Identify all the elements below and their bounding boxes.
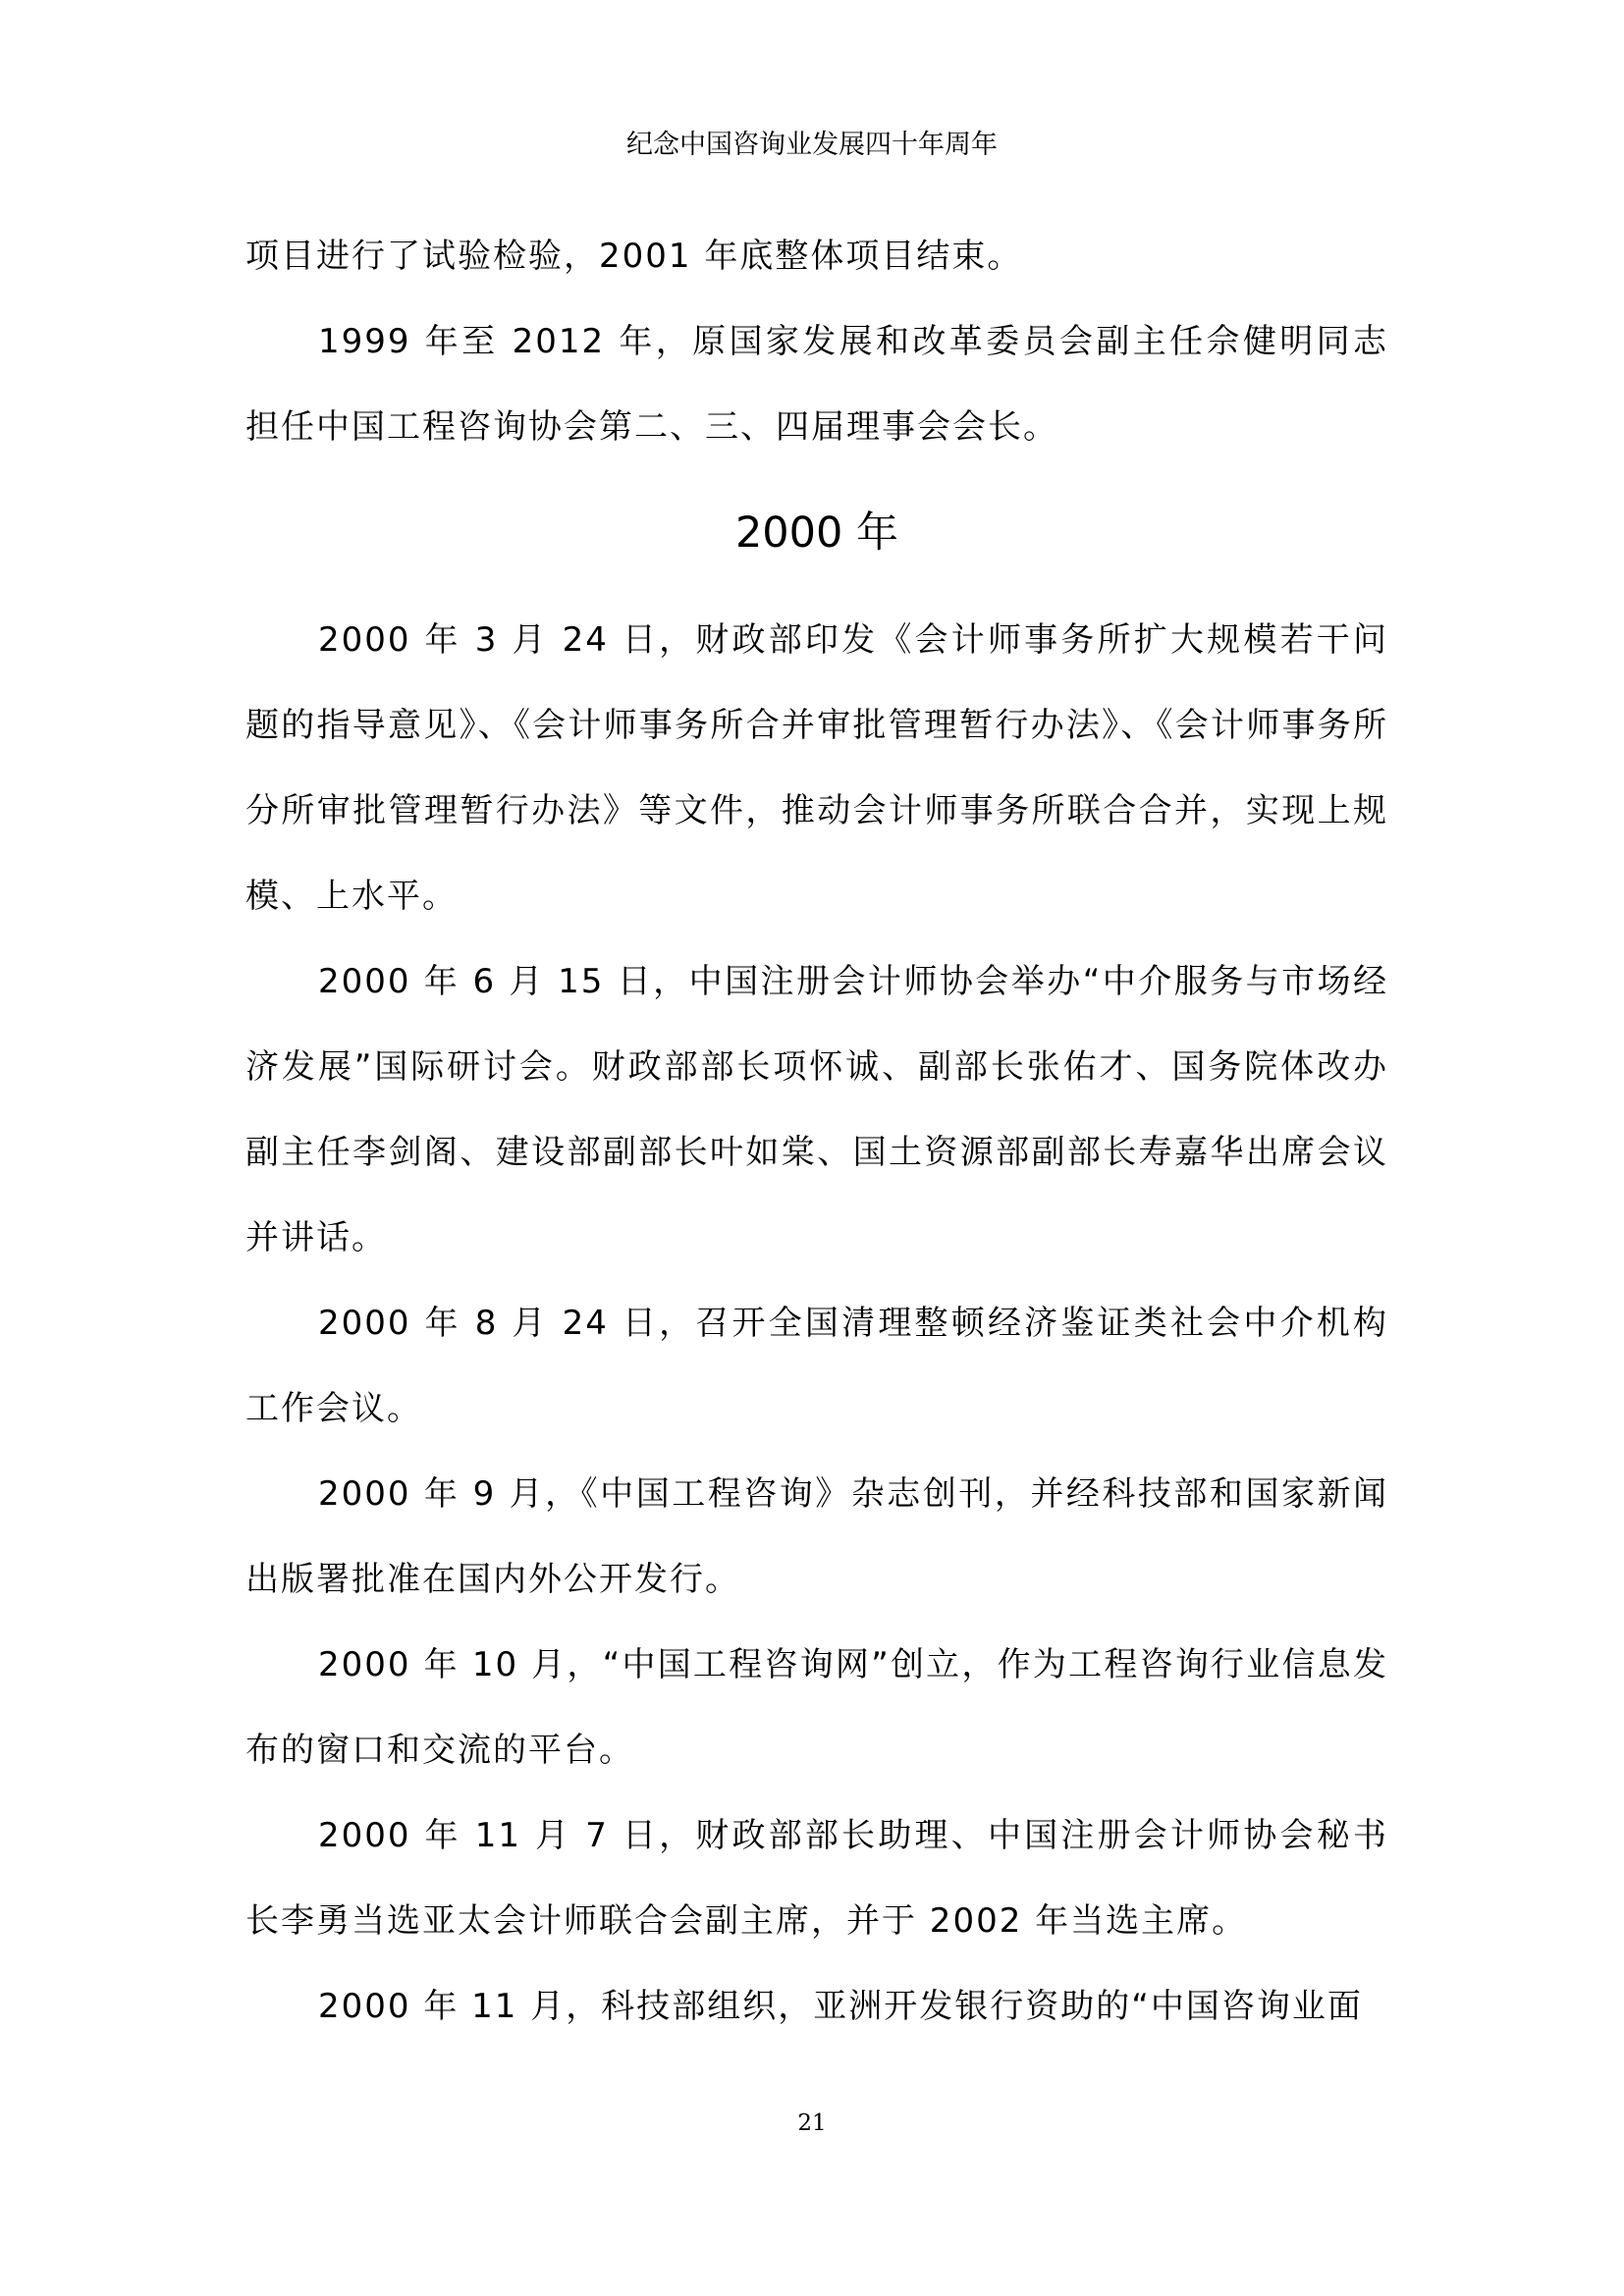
paragraph-entry: 2000 年 11 月 7 日，财政部部长助理、中国注册会计师协会秘书长李勇当选亚太会计师联合会副主席，并于 2002 年当选主席。: [245, 1816, 1388, 1941]
continuation-paragraph: 项目进行了试验检验，2001 年底整体项目结束。: [245, 237, 1023, 276]
paragraph-chairman: 1999 年至 2012 年，原国家发展和改革委员会副主任佘健明同志担任中国工程咨询协会第二、三、四届理事会会长。: [245, 322, 1388, 447]
paragraph-entry: 2000 年 11 月，科技部组织，亚洲开发银行资助的“中国咨询业面: [318, 1987, 1363, 2026]
page-number: 21: [797, 2110, 827, 2136]
paragraph-entry: 2000 年 10 月，“中国工程咨询网”创立，作为工程咨询行业信息发布的窗口和交流的平台。: [245, 1645, 1388, 1770]
paragraph-entry: 2000 年 9 月，《中国工程咨询》杂志创刊，并经科技部和国家新闻出版署批准在国内外公开发行。: [245, 1474, 1388, 1599]
running-header: 纪念中国咨询业发展四十年周年: [626, 130, 998, 160]
page-body: [245, 214, 1388, 2050]
paragraph-entry: 2000 年 3 月 24 日，财政部印发《会计师事务所扩大规模若干问题的指导意见》、《会计师事务所合并审批管理暂行办法》、《会计师事务所分所审批管理暂行办法》等文件，推动会计师事务所联合合并，实现上规模、上水平。: [245, 620, 1388, 916]
paragraph-entry: 2000 年 8 月 24 日，召开全国清理整顿经济鉴证类社会中介机构工作会议。: [245, 1304, 1388, 1428]
paragraph-entry: 2000 年 6 月 15 日，中国注册会计师协会举办“中介服务与市场经济发展”国际研讨会。财政部部长项怀诚、副部长张佑才、国务院体改办副主任李剑阁、建设部副部长叶如棠、国土资源部副部长寿嘉华出席会议并讲话。: [245, 962, 1388, 1257]
year-heading: 2000 年: [734, 508, 899, 558]
